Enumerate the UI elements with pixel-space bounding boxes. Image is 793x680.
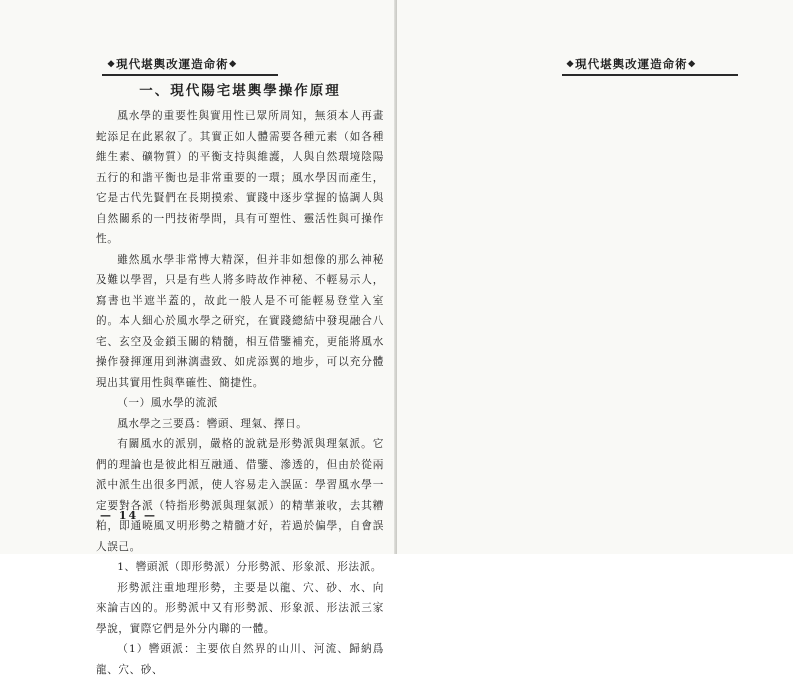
paragraph: 形勢派注重地理形勢，主要是以龍、穴、砂、水、向來論吉凶的。形勢派中又有形勢派、形象派、形法派三家學說，實際它們是外分内聯的一體。 xyxy=(96,581,384,635)
ornament-icon: ❖ xyxy=(566,60,576,70)
left-running-header xyxy=(107,56,238,72)
ornament-icon: ❖ xyxy=(687,60,697,70)
paragraph: 風水學之三要爲：轡頭、理氣、擇日。 xyxy=(117,417,308,430)
paragraph: 1、轡頭派（即形勢派）分形勢派、形象派、形法派。 xyxy=(117,561,382,573)
header-rule xyxy=(562,74,738,76)
paragraph: 雖然風水學非常博大精深，但并非如想像的那么神秘及難以學習，只是有些人將多時故作神秘、不輕易示人，寫書也半遮半蓋的，故此一般人是不可能輕易登堂入室的。本人細心於風水學之研究，在實踐總結中發現融合八宅、玄空及金鎖玉關的精髓，相互借鑒補充，更能將風水操作發揮運用到淋漓盡致、如虎添翼的地步，可以充分體現出其實用性與準確性、簡捷性。 xyxy=(96,253,384,389)
left-page xyxy=(0,0,396,676)
right-page xyxy=(397,0,793,554)
header-rule xyxy=(102,74,278,76)
paragraph: （1）轡頭派：主要依自然界的山川、河流、歸納爲龍、穴、砂、 xyxy=(96,643,384,676)
right-running-header xyxy=(566,56,697,72)
paragraph: 風水學的重要性與實用性已眾所周知，無須本人再畫蛇添足在此累叙了。其實正如人體需要各種元素（如各種維生素、礦物質）的平衡支持與維護，人與自然環境陰陽五行的和諧平衡也是非常重要的一環；風水學因而產生，它是古代先賢們在長期摸索、實踐中逐步掌握的協調人與自然關系的一門技術學問，具有可塑性、靈活性與可操作性。 xyxy=(96,110,384,245)
section-title: 一、現代陽宅堪輿學操作原理 xyxy=(139,83,341,99)
ornament-icon: ❖ xyxy=(107,60,117,70)
subsection-heading: （一）風水學的流派 xyxy=(117,397,218,409)
left-header-title: 現代堪輿改運造命術 xyxy=(116,57,229,71)
right-header-title: 現代堪輿改運造命術 xyxy=(575,57,688,71)
paragraph: 有關風水的派别，嚴格的說就是形勢派與理氣派。它們的理論也是彼此相互融通、借鑒、滲透的，但由於從兩派中派生出很多門派，使人容易走入誤區：學習風水學一定要對各派（特指形勢派與理氣派）的精華兼收，去其糟粕，即通曉風叉明形勢之精髓才好，若過於偏學，自會誤人誤己。 xyxy=(96,438,384,553)
ornament-icon: ❖ xyxy=(228,60,238,70)
page-number: — 14 — xyxy=(100,509,157,522)
left-body-text xyxy=(96,78,384,680)
